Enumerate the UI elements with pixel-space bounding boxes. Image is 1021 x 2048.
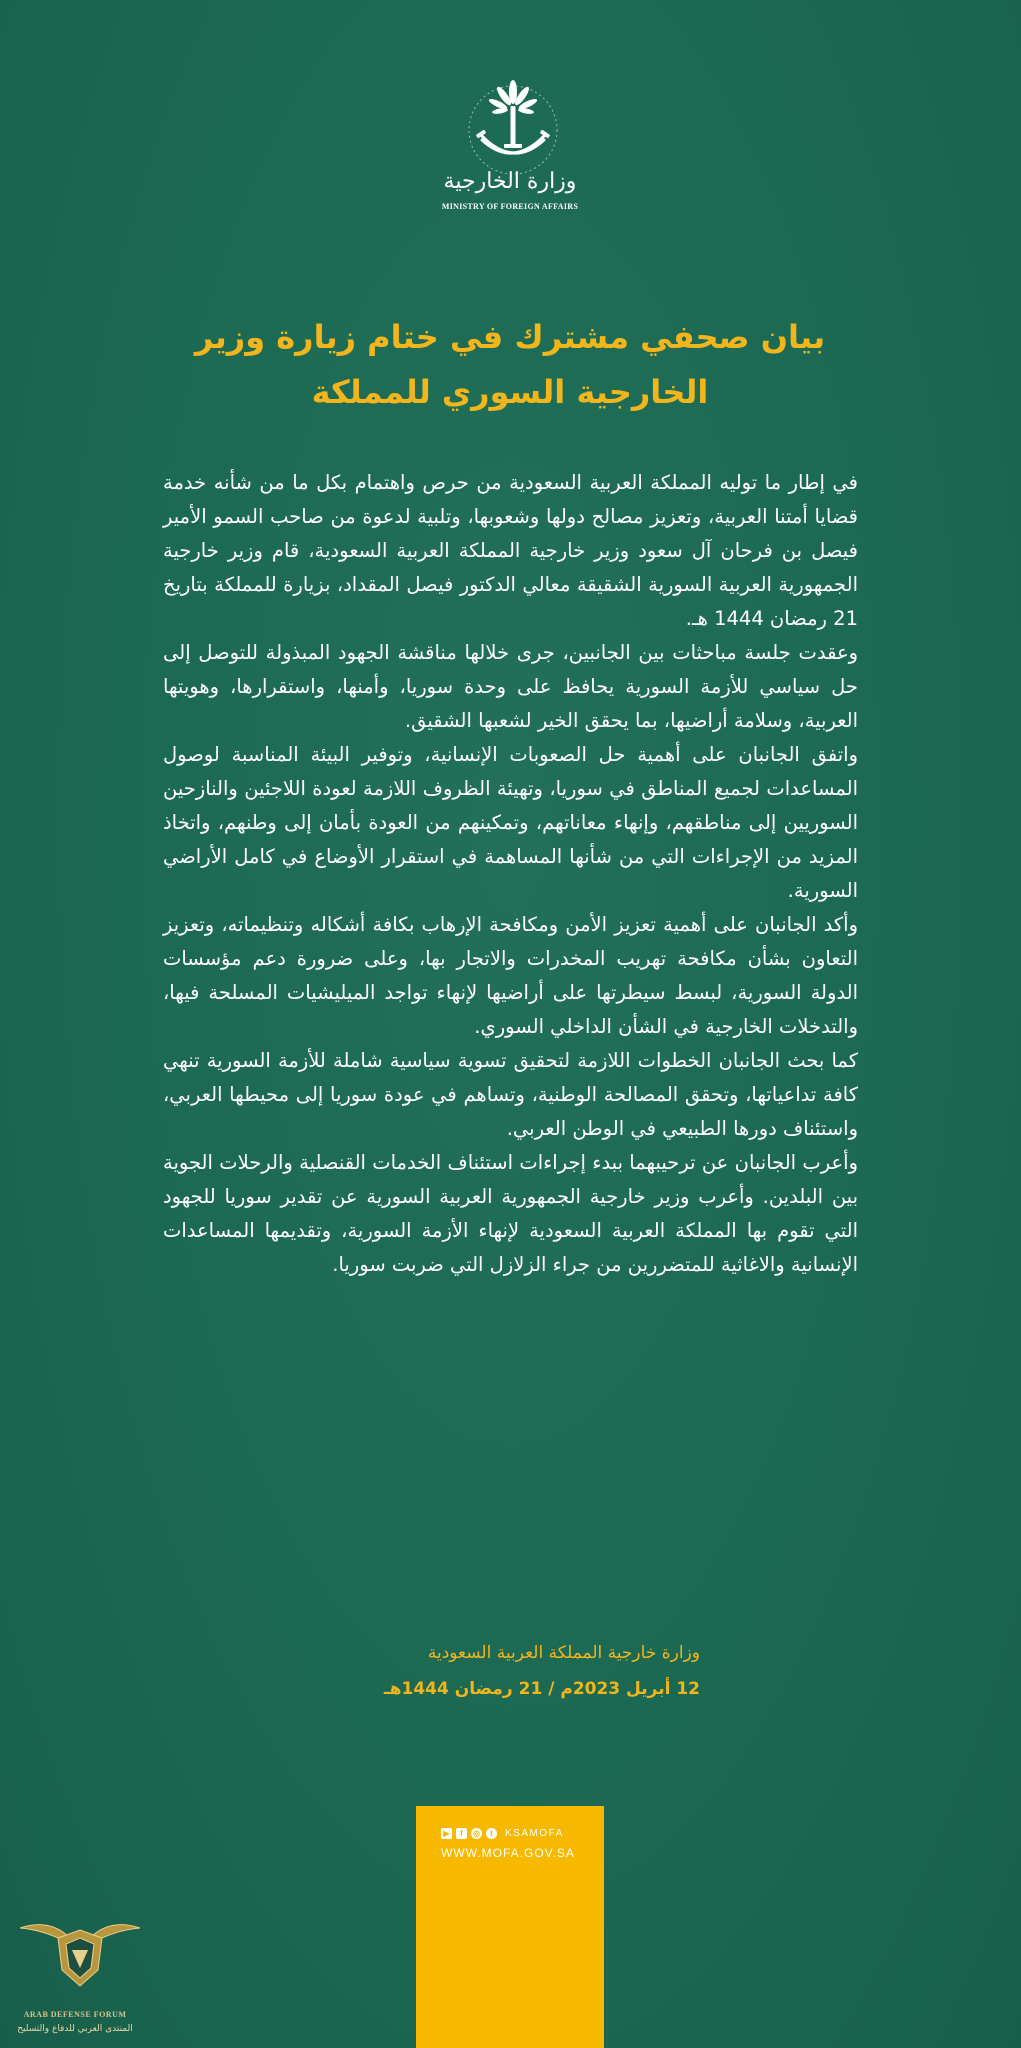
- facebook-icon[interactable]: f: [456, 1828, 467, 1839]
- body-paragraph: كما بحث الجانبان الخطوات اللازمة لتحقيق تسوية سياسية شاملة للأزمة السورية تنهي كافة تداعياتها، وتحقق المصالحة الوطنية، وتساهم في عودة سوريا إلى محيطها العربي، واستئناف دورها الطبيعي في الوطن العربي.: [163, 1049, 858, 1140]
- statement-body: [163, 466, 858, 1282]
- website-link[interactable]: WWW.MOFA.GOV.SA: [441, 1846, 575, 1860]
- social-handle[interactable]: KSAMOFA: [505, 1828, 564, 1839]
- forum-name-english: ARAB DEFENSE FORUM: [23, 2010, 127, 2019]
- signature-block: [250, 1635, 700, 1707]
- body-paragraph: وأعرب الجانبان عن ترحيبهما ببدء إجراءات استئناف الخدمات القنصلية والرحلات الجوية بين البلدين. وأعرب وزير خارجية الجمهورية العربية السورية عن تقدير سوريا للجهود التي تقوم بها المملكة العربية السعودية لإنهاء الأزمة السورية، وتقديمها المساعدات الإنسانية والاغاثية للمتضررين من جراء الزلازل التي ضربت سوريا.: [163, 1151, 858, 1276]
- body-paragraph: وأكد الجانبان على أهمية تعزيز الأمن ومكافحة الإرهاب بكافة أشكاله وتنظيماته، وتعزيز التعاون بشأن مكافحة تهريب المخدرات والاتجار بها، وعلى ضرورة دعم مؤسسات الدولة السورية، لبسط سيطرتها على أراضيها لإنهاء تواجد الميليشيات المسلحة فيها، والتدخلات الخارجية في الشأن الداخلي السوري.: [163, 913, 858, 1038]
- body-paragraph: واتفق الجانبان على أهمية حل الصعوبات الإنسانية، وتوفير البيئة المناسبة لوصول المساعدات لجميع المناطق في سوريا، وتهيئة الظروف اللازمة لعودة اللاجئين والنازحين السوريين إلى مناطقهم، وإنهاء معاناتهم، وتمكينهم من العودة بأمان إلى وطنهم، واتخاذ المزيد من الإجراءات التي من شأنها المساهمة في استقرار الأوضاع في كامل الأراضي السورية.: [163, 743, 858, 902]
- ministry-name-arabic: وزارة الخارجية: [443, 169, 577, 194]
- youtube-icon[interactable]: ▶: [441, 1828, 452, 1839]
- saudi-emblem-palm-swords-icon: [460, 78, 566, 176]
- signature-org: وزارة خارجية المملكة العربية السعودية: [427, 1643, 700, 1663]
- social-row: [441, 1828, 564, 1839]
- statement-title: بيان صحفي مشترك في ختام زيارة وزير الخارجية السوري للمملكة: [194, 318, 826, 411]
- ministry-name-english: MINISTRY OF FOREIGN AFFAIRS: [441, 202, 579, 211]
- forum-name-arabic: المنتدى العربي للدفاع والتسليح: [17, 2024, 133, 2034]
- twitter-icon[interactable]: t: [486, 1828, 497, 1839]
- footer-band: [416, 1806, 604, 2048]
- body-paragraph: في إطار ما توليه المملكة العربية السعودية من حرص واهتمام بكل ما من شأنه خدمة قضايا أمتنا العربية، وتعزيز مصالح دولها وشعوبها، وتلبية لدعوة من صاحب السمو الأمير فيصل بن فرحان آل سعود وزير خارجية المملكة العربية السعودية، قام وزير خارجية الجمهورية العربية السورية الشقيقة معالي الدكتور فيصل المقداد، بزيارة للمملكة بتاريخ 21 رمضان 1444 هـ.: [163, 471, 858, 630]
- signature-date: 12 أبريل 2023م / 21 رمضان 1444هـ: [383, 1679, 700, 1699]
- body-paragraph: وعقدت جلسة مباحثات بين الجانبين، جرى خلالها مناقشة الجهود المبذولة للتوصل إلى حل سياسي للأزمة السورية يحافظ على وحدة سوريا، وأمنها، واستقرارها، وهويتها العربية، وسلامة أراضيها، بما يحقق الخير لشعبها الشقيق.: [163, 641, 858, 732]
- instagram-icon[interactable]: ◎: [471, 1828, 482, 1839]
